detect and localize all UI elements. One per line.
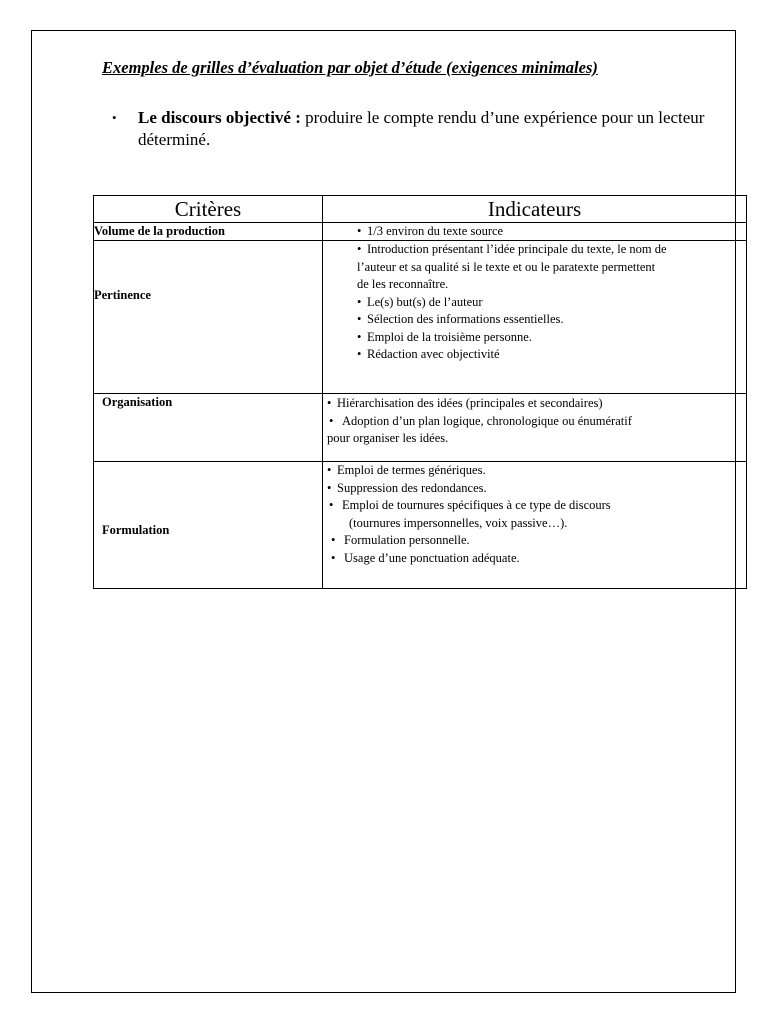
bullet-icon: • [357,242,362,256]
evaluation-grid [93,195,747,589]
list-item: • Rédaction avec objectivité [357,346,746,364]
bullet-icon: • [357,312,362,326]
header-criteres: Critères [94,196,323,223]
table-row [94,462,747,589]
bullet-icon: • [329,498,334,512]
header-row [94,196,747,223]
list-item: • Emploi de la troisième personne. [357,329,746,347]
indicators-cell [323,462,747,589]
bullet-icon: • [327,480,332,495]
list-item: • Usage d’une ponctuation adéquate. [327,550,746,568]
indicators-cell [323,394,747,462]
list-item-continuation: (tournures impersonnelles, voix passive…). [349,515,568,530]
list-item: • Adoption d’un plan logique, chronologique ou énumératif [327,413,746,431]
list-item: • Introduction présentant l’idée principale du texte, le nom de [357,241,746,259]
criterion-cell: Volume de la production [94,223,323,241]
bullet-icon: • [327,396,332,410]
indicators-cell [323,241,747,394]
header-indicateurs: Indicateurs [323,196,747,223]
bullet-icon: • [357,224,362,238]
list-item: • Emploi de termes génériques. [327,462,746,480]
table-row [94,241,747,394]
criterion-cell: Formulation [94,462,323,589]
list-item: • Le(s) but(s) de l’auteur [357,294,746,312]
list-item-continuation: de les reconnaître. [357,277,449,291]
bullet-icon: • [357,294,362,309]
bullet-icon: • [327,463,332,477]
table-row [94,223,747,241]
intro-text [138,107,728,151]
list-item: • Hiérarchisation des idées (principales et secondaires) [327,395,746,413]
bullet-icon: • [331,533,336,547]
bullet-icon: • [331,550,336,565]
bullet-icon: • [357,347,362,361]
list-item: • Sélection des informations essentielles. [357,311,746,329]
bullet-icon: • [357,329,362,344]
criterion-cell: Organisation [94,394,323,462]
list-item: • Emploi de tournures spécifiques à ce type de discours [327,497,746,515]
table-row [94,394,747,462]
list-item-continuation: l’auteur et sa qualité si le texte et ou le paratexte permettent [357,259,656,274]
list-item: • Formulation personnelle. [327,532,746,550]
criterion-cell: Pertinence [94,241,323,394]
intro-description: produire le compte rendu d’une expérience pour un lecteur déterminé. [138,108,705,149]
list-item: • 1/3 environ du texte source [357,224,504,238]
intro-bold-label: Le discours objectivé : [138,108,301,127]
bullet-icon: • [112,110,117,125]
document-title: Exemples de grilles d’évaluation par objet d’étude (exigences minimales) [102,58,598,77]
list-item-continuation: pour organiser les idées. [327,431,449,445]
indicators-cell [323,223,747,241]
bullet-icon: • [329,413,334,428]
list-item: • Suppression des redondances. [327,480,746,498]
